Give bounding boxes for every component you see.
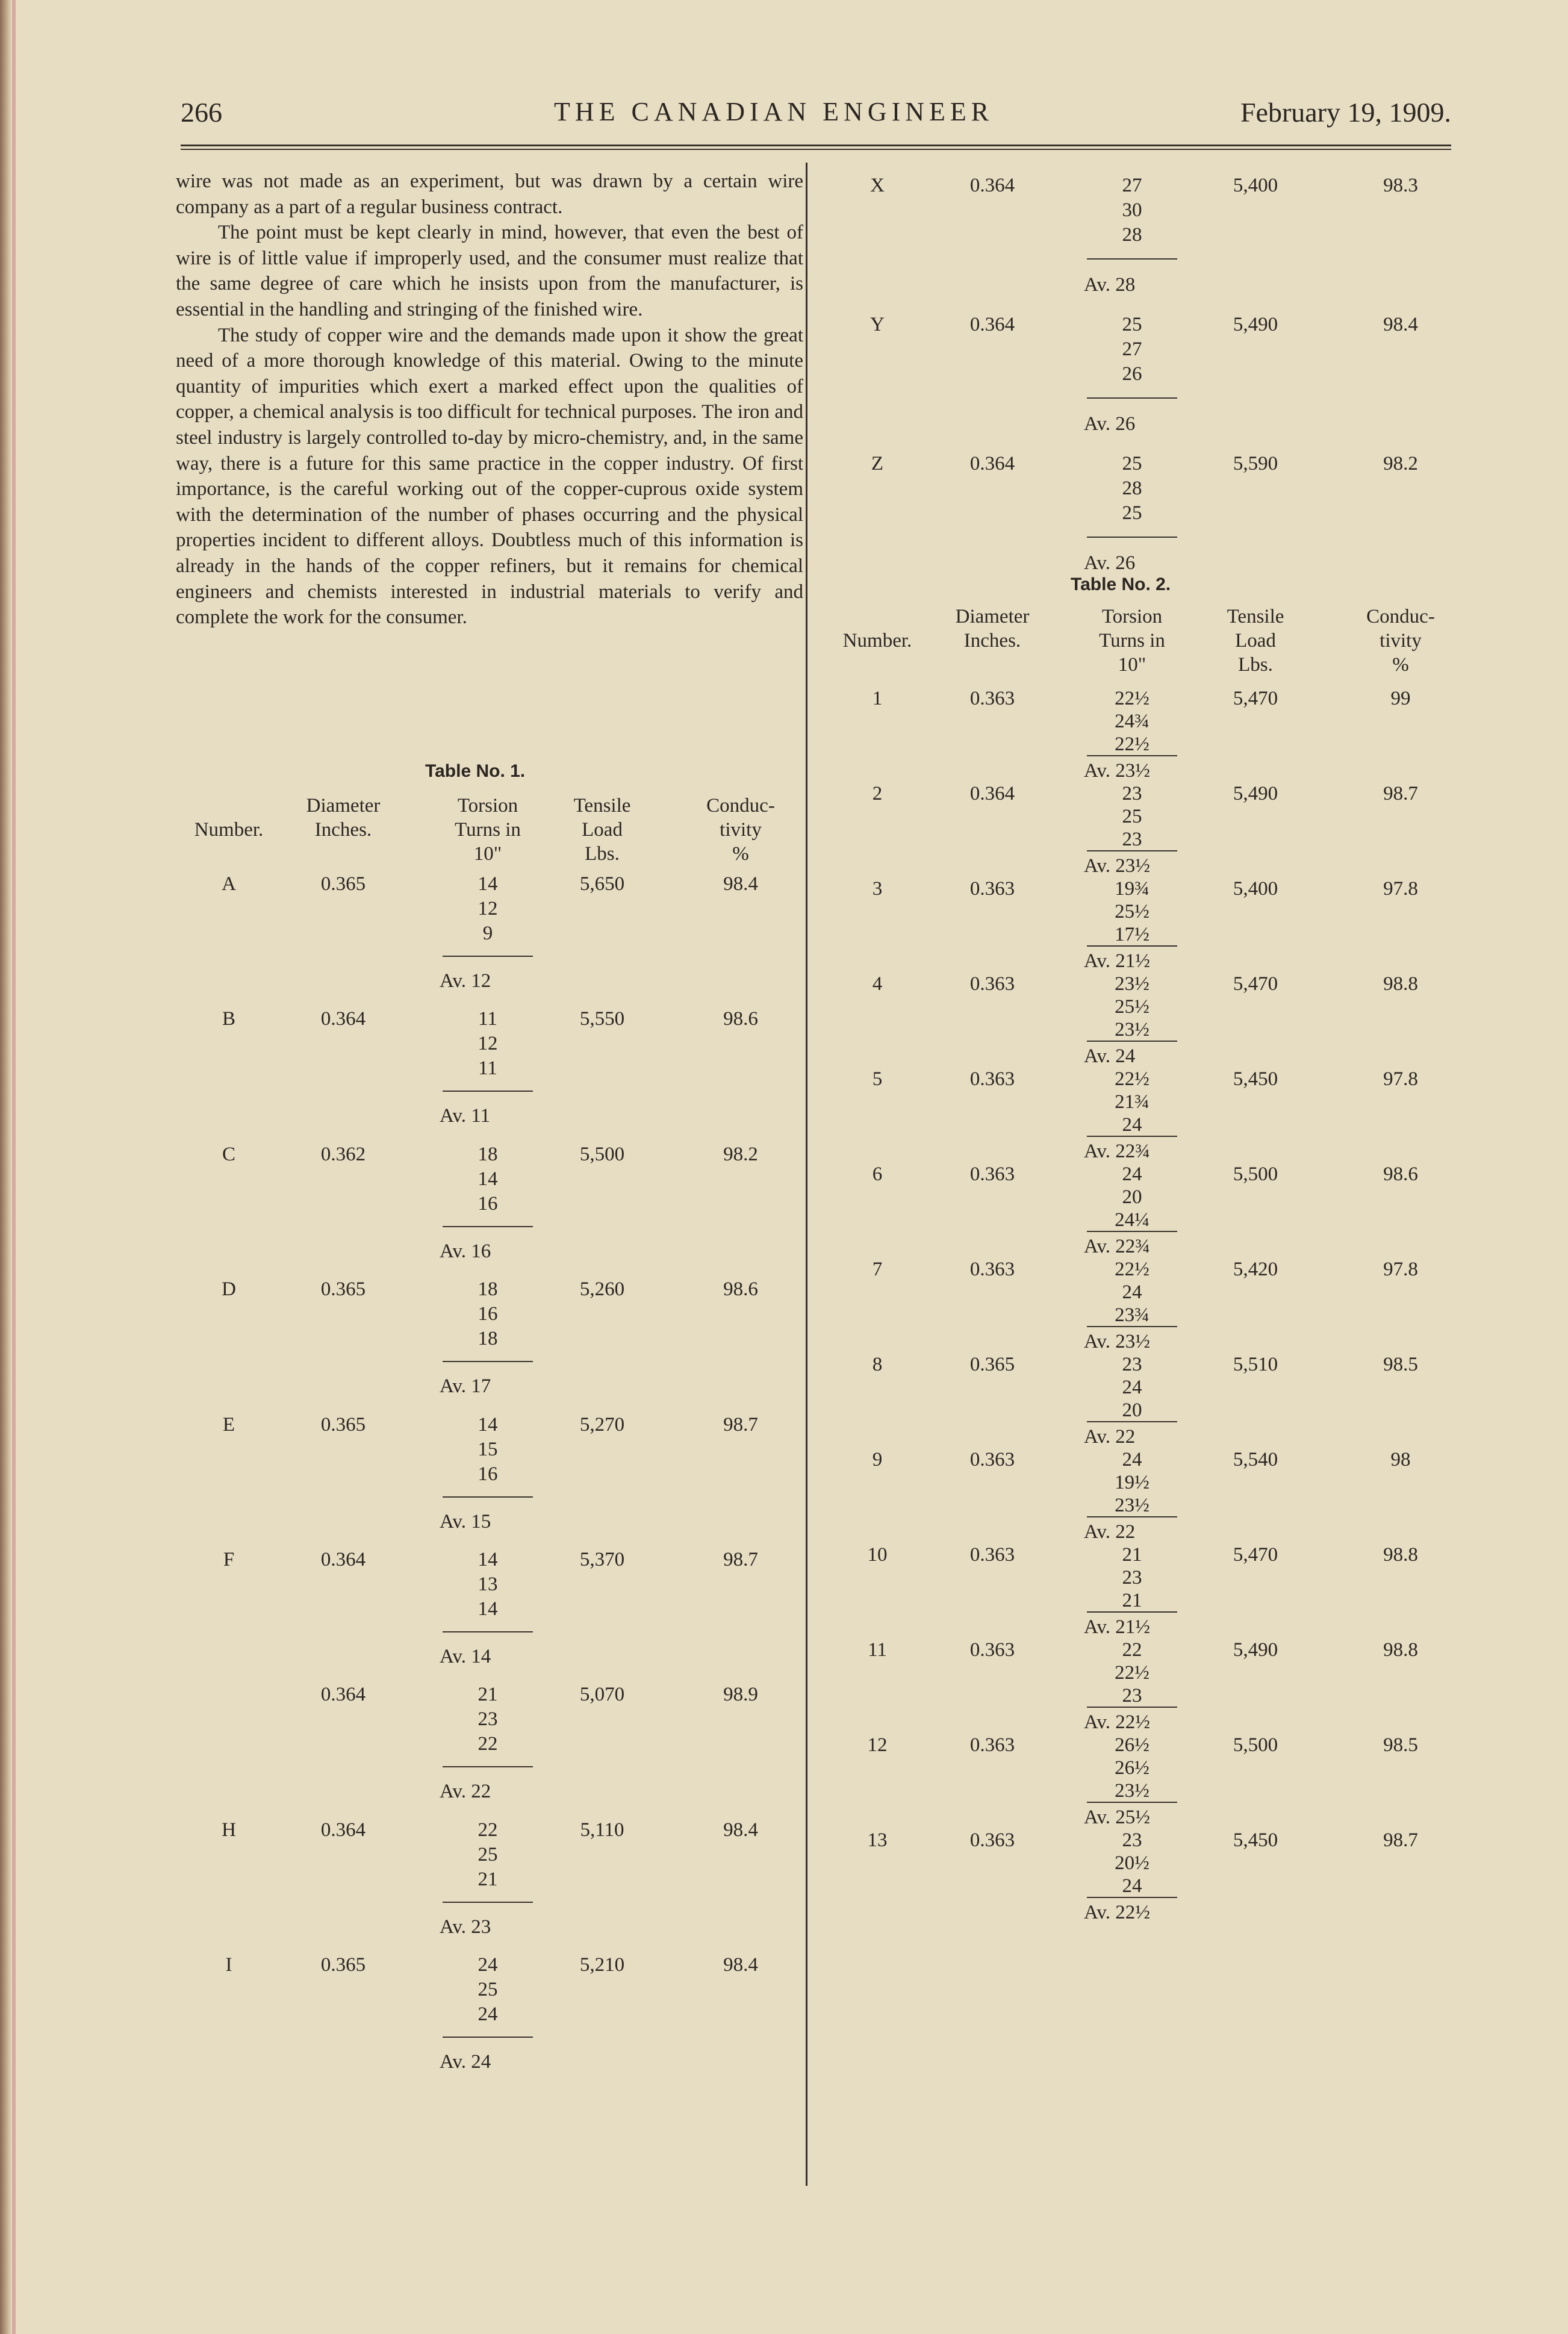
tensile-value: 5,500 [1233, 1734, 1278, 1756]
column-divider [806, 163, 807, 2186]
torsion-value: 23 [1122, 1685, 1142, 1707]
conductivity-value: 98.7 [723, 1549, 758, 1570]
conductivity-value: 98.7 [723, 1413, 758, 1436]
page-header [181, 96, 1451, 138]
torsion-value: 23 [1122, 1354, 1142, 1375]
torsion-average: Av. 11 [440, 1105, 491, 1127]
tensile-value: 5,110 [580, 1819, 624, 1841]
tensile-value: 5,490 [1233, 314, 1278, 336]
average-rule [443, 2037, 533, 2038]
average-rule [1087, 1897, 1177, 1898]
diameter-value: 0.364 [969, 175, 1015, 196]
torsion-value: 22½ [1115, 733, 1150, 755]
torsion-value: 23¾ [1115, 1304, 1150, 1326]
torsion-value: 19¾ [1115, 878, 1150, 900]
row-number: Y [870, 314, 885, 336]
torsion-value: 13 [478, 1573, 498, 1595]
torsion-value: 17½ [1115, 924, 1150, 945]
row-number: Z [871, 453, 884, 475]
torsion-value: 20½ [1115, 1852, 1150, 1874]
diameter-header: Diameter Inches. [306, 795, 381, 841]
row-number: A [222, 873, 236, 895]
conductivity-header: Conduc- tivity % [1366, 606, 1435, 676]
diameter-value: 0.363 [969, 1734, 1015, 1756]
average-rule [1087, 397, 1177, 399]
conductivity-value: 98.9 [723, 1684, 758, 1706]
row-number: 3 [872, 878, 883, 900]
average-rule [1087, 1136, 1177, 1137]
diameter-value: 0.363 [969, 973, 1015, 995]
torsion-value: 24 [478, 1954, 498, 1976]
book-spine-edge [0, 0, 12, 2334]
diameter-value: 0.364 [320, 1819, 366, 1841]
average-rule [443, 956, 533, 957]
conductivity-value: 99 [1390, 688, 1411, 709]
row-number: 8 [872, 1354, 883, 1375]
torsion-value: 23½ [1115, 1495, 1150, 1516]
torsion-average: Av. 23½ [1084, 855, 1150, 877]
torsion-value: 21 [478, 1684, 498, 1706]
torsion-average: Av. 24 [1084, 1045, 1136, 1067]
diameter-value: 0.365 [320, 1413, 366, 1436]
diameter-value: 0.364 [320, 1684, 366, 1706]
conductivity-value: 98.7 [1383, 1829, 1418, 1851]
torsion-value: 21 [1122, 1590, 1142, 1611]
torsion-average: Av. 17 [440, 1375, 491, 1398]
torsion-value: 22 [478, 1733, 498, 1755]
tensile-value: 5,490 [1233, 1639, 1278, 1661]
torsion-value: 24 [1122, 1114, 1142, 1136]
torsion-average: Av. 28 [1084, 274, 1136, 296]
average-rule [443, 1091, 533, 1092]
torsion-value: 11 [478, 1008, 497, 1030]
row-number: 11 [868, 1639, 887, 1661]
conductivity-value: 98.3 [1383, 175, 1418, 196]
diameter-value: 0.365 [320, 1278, 366, 1301]
diameter-value: 0.363 [969, 1544, 1015, 1566]
average-rule [1087, 1707, 1177, 1708]
number-header: Number. [194, 819, 264, 841]
issue-date: February 19, 1909. [1240, 97, 1451, 128]
torsion-value: 21 [478, 1868, 498, 1890]
row-number: E [222, 1413, 235, 1436]
average-rule [1087, 1611, 1177, 1613]
torsion-average: Av. 23½ [1084, 760, 1150, 782]
diameter-value: 0.365 [320, 873, 366, 895]
torsion-value: 26½ [1115, 1757, 1150, 1779]
torsion-average: Av. 22¾ [1084, 1236, 1150, 1257]
conductivity-value: 98.2 [1383, 453, 1418, 475]
paragraph: wire was not made as an experiment, but was drawn by a certain wire company as a part of a regular business contract. [176, 170, 803, 218]
diameter-value: 0.363 [969, 1639, 1015, 1661]
tensile-value: 5,490 [1233, 783, 1278, 804]
torsion-average: Av. 21½ [1084, 1616, 1150, 1638]
torsion-value: 23 [1122, 829, 1142, 850]
torsion-value: 22 [478, 1819, 498, 1841]
torsion-header: Torsion Turns in 10" [1099, 606, 1165, 676]
torsion-average: Av. 12 [440, 970, 491, 992]
tensile-value: 5,260 [579, 1278, 625, 1301]
torsion-value: 20 [1122, 1399, 1142, 1421]
average-rule [1087, 537, 1177, 538]
diameter-value: 0.364 [969, 783, 1015, 804]
paragraph: The study of copper wire and the demands made upon it show the great need of a more thorough knowledge of this material. Owing to the minute quantity of impurities which exert a marked effect upon the qualities of copper, a chemical analysis is too difficult for technical purposes. The iron and steel industry is largely controlled to-day by micro-chemistry, and, in the same way, there is a future for this same practice in the copper industry. Of first importance, is the careful working out of the copper-cuprous oxide system with the determination of the number of phases occurring and the physical properties incident to different alloys. Doubtless much of this information is already in the hands of the copper refiners, but it remains for chemical engineers and chemists interested in industrial materials to verify and complete the work for the consumer. [176, 324, 803, 629]
average-rule [1087, 945, 1177, 947]
paragraph: The point must be kept clearly in mind, however, that even the best of wire is of little value if improperly used, and the consumer must realize that the same degree of care which he insists upon from the manufacturer, is essential in the handling and stringing of the finished wire. [176, 222, 803, 320]
conductivity-value: 98.7 [1383, 783, 1418, 804]
tensile-value: 5,470 [1233, 1544, 1278, 1566]
torsion-average: Av. 24 [440, 2051, 491, 2073]
conductivity-value: 98.6 [723, 1278, 758, 1301]
tensile-header: Tensile Load Lbs. [1227, 606, 1284, 676]
torsion-value: 23½ [1115, 1019, 1150, 1041]
torsion-value: 23 [1122, 1567, 1142, 1589]
torsion-value: 11 [478, 1057, 497, 1080]
torsion-value: 25½ [1115, 901, 1150, 923]
torsion-value: 24¾ [1115, 711, 1150, 732]
diameter-value: 0.365 [969, 1354, 1015, 1375]
average-rule [1087, 850, 1177, 851]
torsion-average: Av. 22 [440, 1781, 491, 1803]
torsion-average: Av. 25½ [1084, 1807, 1150, 1828]
torsion-value: 24 [1122, 1875, 1142, 1897]
tensile-value: 5,370 [579, 1549, 625, 1570]
torsion-value: 25 [1122, 314, 1142, 336]
diameter-header: Diameter Inches. [955, 606, 1030, 652]
tensile-value: 5,420 [1233, 1259, 1278, 1280]
header-rule-bottom [181, 149, 1451, 150]
torsion-value: 19½ [1115, 1472, 1150, 1493]
torsion-average: Av. 14 [440, 1646, 491, 1667]
row-number: 10 [867, 1544, 888, 1566]
torsion-value: 23½ [1115, 973, 1150, 995]
conductivity-value: 98.8 [1383, 973, 1418, 995]
row-number: F [223, 1549, 235, 1570]
tensile-value: 5,210 [579, 1954, 625, 1976]
diameter-value: 0.364 [320, 1549, 366, 1570]
row-number: C [222, 1143, 235, 1165]
row-number: I [225, 1954, 232, 1976]
torsion-value: 12 [478, 898, 498, 920]
conductivity-header: Conduc- tivity % [706, 795, 775, 865]
torsion-value: 18 [478, 1143, 498, 1165]
torsion-value: 25 [1122, 806, 1142, 827]
row-number: H [222, 1819, 236, 1841]
tensile-value: 5,400 [1233, 175, 1278, 196]
torsion-value: 21¾ [1115, 1091, 1150, 1113]
torsion-value: 14 [478, 1549, 498, 1570]
torsion-value: 23½ [1115, 1780, 1150, 1802]
table-1-title: Table No. 1. [425, 761, 526, 781]
torsion-value: 24 [478, 2003, 498, 2026]
conductivity-value: 98.4 [1383, 314, 1418, 336]
row-number: B [222, 1008, 235, 1030]
torsion-value: 9 [482, 923, 493, 944]
torsion-value: 26½ [1115, 1734, 1150, 1756]
conductivity-value: 98.4 [723, 873, 758, 895]
torsion-value: 26 [1122, 363, 1142, 385]
conductivity-value: 98.2 [723, 1143, 758, 1165]
tensile-value: 5,500 [579, 1143, 625, 1165]
diameter-value: 0.363 [969, 688, 1015, 709]
torsion-value: 23 [1122, 783, 1142, 804]
diameter-value: 0.364 [969, 453, 1015, 475]
row-number: 5 [872, 1068, 883, 1090]
average-rule [1087, 1326, 1177, 1327]
torsion-value: 22½ [1115, 1662, 1150, 1684]
conductivity-value: 98 [1390, 1449, 1411, 1470]
conductivity-value: 98.6 [1383, 1163, 1418, 1185]
tensile-value: 5,650 [579, 873, 625, 895]
torsion-value: 14 [478, 1168, 498, 1190]
tensile-value: 5,510 [1233, 1354, 1278, 1375]
row-number: 2 [872, 783, 883, 804]
torsion-value: 25 [1122, 453, 1142, 475]
torsion-value: 25½ [1115, 996, 1150, 1018]
torsion-value: 25 [478, 1843, 498, 1866]
torsion-value: 28 [1122, 224, 1142, 246]
tensile-value: 5,470 [1233, 973, 1278, 995]
conductivity-value: 98.8 [1383, 1639, 1418, 1661]
book-spine-binding [12, 0, 16, 2334]
conductivity-value: 98.5 [1383, 1734, 1418, 1756]
diameter-value: 0.365 [320, 1954, 366, 1976]
average-rule [1087, 755, 1177, 756]
tensile-value: 5,400 [1233, 878, 1278, 900]
torsion-value: 24 [1122, 1449, 1142, 1470]
average-rule [1087, 258, 1177, 260]
diameter-value: 0.363 [969, 1068, 1015, 1090]
conductivity-value: 98.4 [723, 1954, 758, 1976]
torsion-value: 14 [478, 873, 498, 895]
torsion-value: 28 [1122, 478, 1142, 500]
diameter-value: 0.363 [969, 1449, 1015, 1470]
average-rule [1087, 1421, 1177, 1422]
row-number: 6 [872, 1163, 883, 1185]
torsion-value: 24 [1122, 1377, 1142, 1398]
average-rule [443, 1631, 533, 1632]
torsion-value: 30 [1122, 199, 1142, 221]
tensile-header: Tensile Load Lbs. [573, 795, 631, 865]
torsion-value: 23 [1122, 1829, 1142, 1851]
row-number: 13 [867, 1829, 888, 1851]
header-rule-top [181, 145, 1451, 146]
torsion-value: 14 [478, 1413, 498, 1436]
article-text [176, 169, 803, 630]
torsion-value: 25 [1122, 502, 1142, 524]
tensile-value: 5,470 [1233, 688, 1278, 709]
table-2-title: Table No. 2. [1071, 574, 1171, 594]
tensile-value: 5,500 [1233, 1163, 1278, 1185]
average-rule [1087, 1516, 1177, 1517]
conductivity-value: 98.5 [1383, 1354, 1418, 1375]
row-number: 12 [867, 1734, 888, 1756]
torsion-average: Av. 23½ [1084, 1331, 1150, 1352]
conductivity-value: 97.8 [1383, 1068, 1418, 1090]
diameter-value: 0.363 [969, 1829, 1015, 1851]
torsion-average: Av. 22½ [1084, 1902, 1150, 1923]
row-number: 7 [872, 1259, 883, 1280]
average-rule [443, 1496, 533, 1498]
diameter-value: 0.364 [969, 314, 1015, 336]
tensile-value: 5,590 [1233, 453, 1278, 475]
tensile-value: 5,070 [579, 1684, 625, 1706]
row-number: D [222, 1278, 236, 1301]
tensile-value: 5,550 [579, 1008, 625, 1030]
torsion-value: 18 [478, 1278, 498, 1301]
torsion-value: 24¼ [1115, 1209, 1150, 1231]
average-rule [1087, 1041, 1177, 1042]
torsion-average: Av. 26 [1084, 413, 1136, 435]
tensile-value: 5,450 [1233, 1068, 1278, 1090]
conductivity-value: 98.6 [723, 1008, 758, 1030]
torsion-value: 15 [478, 1438, 498, 1460]
torsion-header: Torsion Turns in 10" [455, 795, 521, 865]
torsion-value: 21 [1122, 1544, 1142, 1566]
torsion-value: 16 [478, 1303, 498, 1325]
torsion-value: 22½ [1115, 1259, 1150, 1280]
torsion-value: 24 [1122, 1281, 1142, 1303]
page-number: 266 [181, 97, 222, 128]
diameter-value: 0.362 [320, 1143, 366, 1165]
tensile-value: 5,540 [1233, 1449, 1278, 1470]
torsion-average: Av. 22¾ [1084, 1141, 1150, 1162]
number-header: Number. [842, 630, 912, 652]
torsion-value: 22 [1122, 1639, 1142, 1661]
row-number: 1 [872, 688, 883, 709]
conductivity-value: 97.8 [1383, 1259, 1418, 1280]
diameter-value: 0.364 [320, 1008, 366, 1030]
diameter-value: 0.363 [969, 878, 1015, 900]
average-rule [1087, 1231, 1177, 1232]
torsion-value: 14 [478, 1598, 498, 1620]
average-rule [443, 1902, 533, 1903]
conductivity-value: 98.4 [723, 1819, 758, 1841]
torsion-value: 27 [1122, 338, 1142, 361]
average-rule [443, 1766, 533, 1767]
torsion-average: Av. 21½ [1084, 950, 1150, 972]
average-rule [1087, 1802, 1177, 1803]
diameter-value: 0.363 [969, 1163, 1015, 1185]
diameter-value: 0.363 [969, 1259, 1015, 1280]
torsion-average: Av. 22½ [1084, 1711, 1150, 1733]
torsion-value: 20 [1122, 1186, 1142, 1208]
torsion-value: 16 [478, 1463, 498, 1485]
torsion-value: 18 [478, 1328, 498, 1350]
average-rule [443, 1226, 533, 1227]
row-number: 9 [872, 1449, 883, 1470]
tensile-value: 5,270 [579, 1413, 625, 1436]
average-rule [443, 1361, 533, 1362]
torsion-value: 23 [478, 1708, 498, 1731]
row-number: X [870, 175, 885, 196]
torsion-value: 25 [478, 1979, 498, 2001]
torsion-average: Av. 22 [1084, 1426, 1136, 1448]
torsion-average: Av. 26 [1084, 552, 1136, 574]
journal-title: THE CANADIAN ENGINEER [554, 97, 994, 126]
torsion-value: 27 [1122, 175, 1142, 196]
torsion-average: Av. 23 [440, 1915, 491, 1938]
torsion-value: 22½ [1115, 688, 1150, 709]
torsion-value: 16 [478, 1192, 498, 1215]
conductivity-value: 98.8 [1383, 1544, 1418, 1566]
row-number: 4 [872, 973, 883, 995]
torsion-value: 22½ [1115, 1068, 1150, 1090]
torsion-value: 24 [1122, 1163, 1142, 1185]
torsion-average: Av. 22 [1084, 1521, 1136, 1543]
torsion-value: 12 [478, 1033, 498, 1055]
conductivity-value: 97.8 [1383, 878, 1418, 900]
tensile-value: 5,450 [1233, 1829, 1278, 1851]
torsion-average: Av. 16 [440, 1240, 491, 1262]
torsion-average: Av. 15 [440, 1510, 491, 1533]
